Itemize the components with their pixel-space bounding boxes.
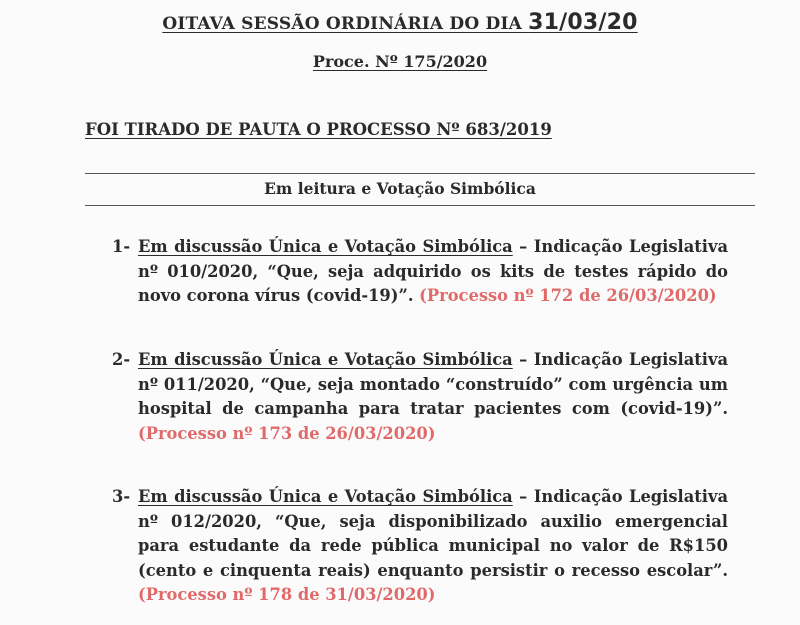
process-number: Proce. Nº 175/2020: [312, 52, 488, 71]
item-process-ref: (Processo nº 178 de 31/03/2020): [138, 585, 436, 604]
agenda-item: [112, 348, 728, 446]
item-number: 3-: [112, 487, 131, 506]
item-heading: Em discussão Única e Votação Simbólica: [138, 350, 513, 369]
removed-notice: FOI TIRADO DE PAUTA O PROCESSO Nº 683/2019: [85, 120, 552, 139]
item-heading: Em discussão Única e Votação Simbólica: [138, 487, 513, 506]
item-text: – Indicação Legislativa nº 012/2020, “Que, seja disponibilizado auxilio emergencial para estudante da rede pública municipal no valor de R$150 (cento e cinquenta reais) enquanto persistir o recesso escolar”.: [138, 487, 728, 580]
item-process-ref: (Processo nº 172 de 26/03/2020): [419, 286, 717, 305]
item-process-ref: (Processo nº 173 de 26/03/2020): [138, 423, 436, 443]
item-number: 2-: [112, 350, 131, 369]
divider-bottom: [85, 205, 755, 206]
session-date: 31/03/20: [528, 10, 638, 35]
agenda-item: [112, 485, 728, 608]
session-title-prefix: OITAVA SESSÃO ORDINÁRIA DO DIA: [162, 14, 522, 34]
agenda-item: [112, 235, 728, 309]
item-text: – Indicação Legislativa nº 010/2020, “Que, seja adquirido os kits de testes rápido do novo corona vírus (covid-19)”.: [138, 237, 728, 305]
divider-top: [85, 173, 755, 174]
session-title: [0, 10, 800, 35]
item-number: 1-: [112, 237, 131, 256]
item-text: – Indicação Legislativa nº 011/2020, “Que, seja montado “construído” com urgência um hospital de campanha para tratar pacientes com (covid-19)”.: [138, 350, 728, 418]
section-heading: Em leitura e Votação Simbólica: [264, 179, 536, 198]
item-heading: Em discussão Única e Votação Simbólica: [138, 237, 513, 256]
